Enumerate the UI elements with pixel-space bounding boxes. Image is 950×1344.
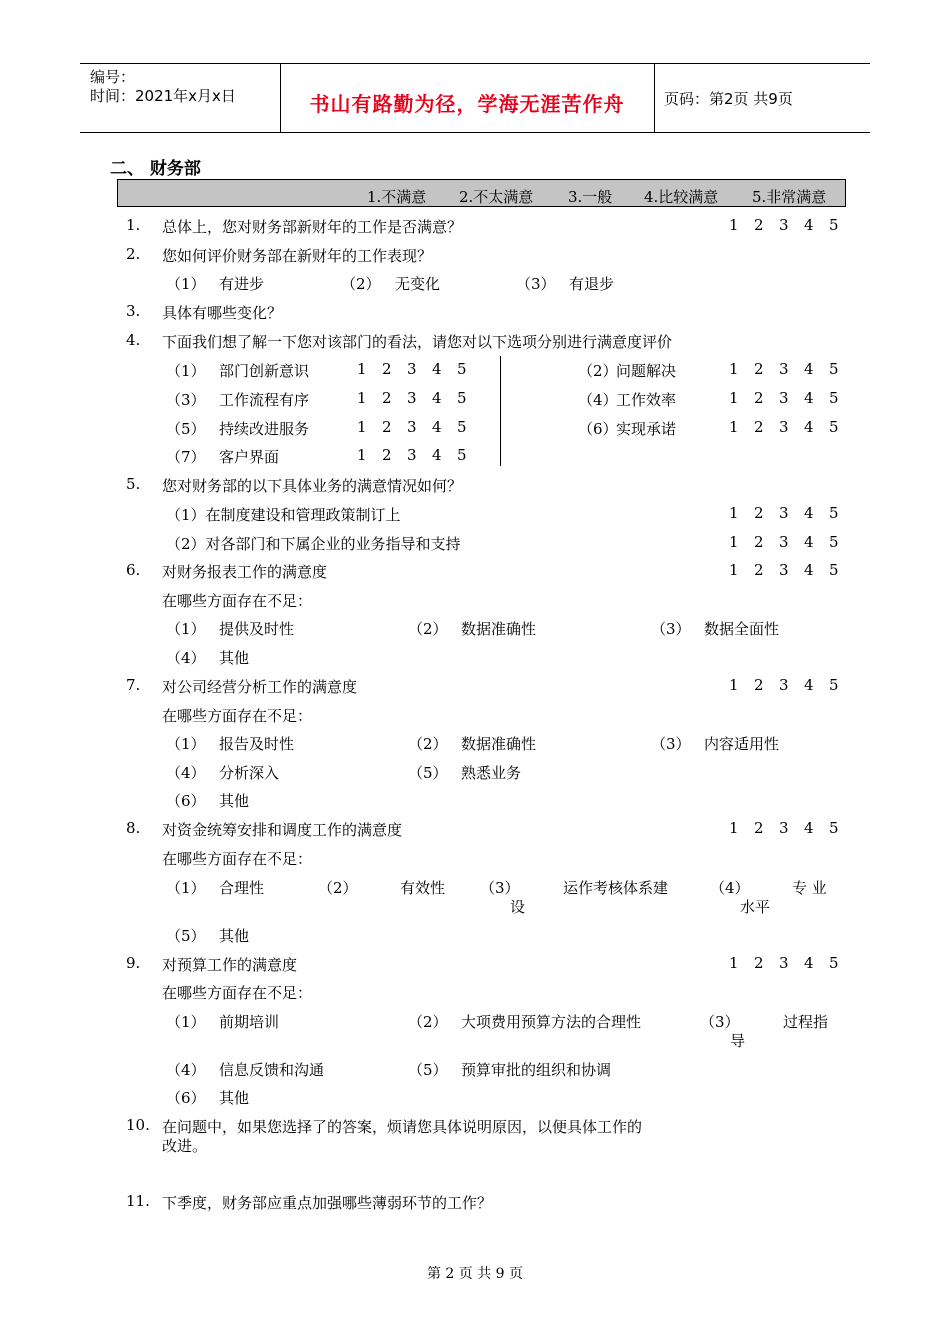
rating-options[interactable] [357,418,482,436]
option-label[interactable]: 前期培训 [219,1013,280,1031]
option-label[interactable]: 数据准确性 [461,735,537,753]
question-text-continued: 改进。 [162,1137,208,1155]
option-number: （3） [651,620,691,638]
option-number: （1） [166,275,206,293]
option-number: （2） [408,735,448,753]
scale-label: 2.不太满意 [459,188,534,206]
header-page-info: 页码：第2页 共9页 [664,90,793,108]
scale-label: 3.一般 [568,188,613,206]
question-number: 7. [126,676,141,694]
item-number: （2） [578,362,618,380]
item-label: 持续改进服务 [219,420,310,438]
option-number: （1） [166,620,206,638]
question-text: 具体有哪些变化？ [162,304,283,322]
rating-5[interactable]: 5 [829,561,839,579]
option-number: （5） [408,1061,448,1079]
header-meta [90,68,236,106]
question-number: 9. [126,954,141,972]
rating-4[interactable]: 4 [432,418,442,436]
rating-3[interactable]: 3 [779,533,789,551]
option-number: （3） [516,275,556,293]
rating-options[interactable] [357,446,482,464]
rating-3[interactable]: 3 [779,561,789,579]
rating-1[interactable]: 1 [729,954,739,972]
option-number: （2） [408,620,448,638]
rating-5[interactable]: 5 [457,389,467,407]
option-number: （5） [408,764,448,782]
option-label[interactable]: 报告及时性 [219,735,295,753]
scale-label: 4.比较满意 [644,188,719,206]
rating-options[interactable] [729,389,854,407]
header-motto: 书山有路勤为径，学海无涯苦作舟 [309,92,625,116]
option-label[interactable]: 提供及时性 [219,620,295,638]
rating-4[interactable]: 4 [804,418,814,436]
question-text: 总体上，您对财务部新财年的工作是否满意？ [162,218,463,236]
option-label-continued: 设 [510,898,526,916]
option-number: （3） [651,735,691,753]
rating-options[interactable] [357,360,482,378]
option-label[interactable]: 专 业 [792,879,827,897]
option-number: （6） [166,792,206,810]
question-text: 您对财务部的以下具体业务的满意情况如何？ [162,477,463,495]
rating-1[interactable]: 1 [729,389,739,407]
rating-5[interactable]: 5 [457,446,467,464]
option-label[interactable]: 信息反馈和沟通 [219,1061,325,1079]
item-number: （3） [166,391,206,409]
question-text: 您如何评价财务部在新财年的工作表现？ [162,247,433,265]
option-number: （2） [341,275,381,293]
rating-3[interactable]: 3 [779,360,789,378]
rating-2[interactable]: 2 [754,216,764,234]
option-number: （2） [408,1013,448,1031]
rating-5[interactable]: 5 [829,954,839,972]
rating-options[interactable] [729,561,854,579]
rating-4[interactable]: 4 [804,561,814,579]
question-number: 2. [126,245,141,263]
rating-5[interactable]: 5 [829,533,839,551]
rating-5[interactable]: 5 [829,418,839,436]
option-label[interactable]: 分析深入 [219,764,280,782]
rating-4[interactable]: 4 [804,360,814,378]
serial-label: 编号： [90,68,136,86]
option-number: （2） [318,879,358,897]
rating-3[interactable]: 3 [407,360,417,378]
rating-1[interactable]: 1 [729,504,739,522]
rating-2[interactable]: 2 [754,954,764,972]
rating-1[interactable]: 1 [729,216,739,234]
option-label[interactable]: 其他 [219,649,250,667]
rating-1[interactable]: 1 [729,819,739,837]
sub-prompt: 在哪些方面存在不足： [162,707,313,725]
option-label-continued: 水平 [740,898,771,916]
question-text: 在问题中，如果您选择了的答案，烦请您具体说明原因，以便具体工作的 [162,1118,643,1136]
option-label[interactable]: 其他 [219,1089,250,1107]
question-number: 4. [126,331,141,349]
item-label: （1）在制度建设和管理政策制订上 [166,506,401,524]
rating-3[interactable]: 3 [407,446,417,464]
option-label[interactable]: 有进步 [219,275,265,293]
rating-1[interactable]: 1 [729,561,739,579]
rating-2[interactable]: 2 [754,561,764,579]
item-number: （6） [578,420,618,438]
rating-5[interactable]: 5 [829,360,839,378]
question-text: 对预算工作的满意度 [162,956,298,974]
question-number: 6. [126,561,141,579]
option-number: （5） [166,927,206,945]
section-title: 二、 财务部 [110,159,201,179]
rating-4[interactable]: 4 [432,360,442,378]
question-number: 5. [126,475,141,493]
question-text: 下面我们想了解一下您对该部门的看法，请您对以下选项分别进行满意度评价 [162,333,673,351]
option-label[interactable]: 有退步 [569,275,615,293]
rating-3[interactable]: 3 [407,418,417,436]
sub-prompt: 在哪些方面存在不足： [162,984,313,1002]
option-label[interactable]: 数据全面性 [704,620,780,638]
rating-1[interactable]: 1 [357,389,367,407]
option-label[interactable]: 运作考核体系建 [563,879,669,897]
item-label: 实现承诺 [616,420,677,438]
rating-5[interactable]: 5 [829,389,839,407]
option-label[interactable]: 数据准确性 [461,620,537,638]
rating-3[interactable]: 3 [779,819,789,837]
rating-options[interactable] [729,533,854,551]
option-number: （4） [166,1061,206,1079]
item-label: （2）对各部门和下属企业的业务指导和支持 [166,535,461,553]
rating-4[interactable]: 4 [804,954,814,972]
rating-5[interactable]: 5 [829,676,839,694]
question-text: 对公司经营分析工作的满意度 [162,678,358,696]
rating-5[interactable]: 5 [829,819,839,837]
item-label: 工作流程有序 [219,391,310,409]
question-text: 对财务报表工作的满意度 [162,563,328,581]
rating-5[interactable]: 5 [829,216,839,234]
rating-3[interactable]: 3 [779,504,789,522]
item-label: 客户界面 [219,448,280,466]
scale-label: 5.非常满意 [752,188,827,206]
rating-4[interactable]: 4 [432,446,442,464]
question-number: 1. [126,216,141,234]
question-number: 8. [126,819,141,837]
rating-2[interactable]: 2 [754,504,764,522]
item-label: 工作效率 [616,391,677,409]
option-label-continued: 导 [730,1032,746,1050]
sub-prompt: 在哪些方面存在不足： [162,850,313,868]
rating-1[interactable]: 1 [357,418,367,436]
rating-options[interactable] [729,360,854,378]
option-label[interactable]: 其他 [219,792,250,810]
option-label[interactable]: 其他 [219,927,250,945]
option-number: （3） [700,1013,740,1031]
item-number: （4） [578,391,618,409]
rating-2[interactable]: 2 [382,360,392,378]
option-label[interactable]: 过程指 [783,1013,829,1031]
rating-3[interactable]: 3 [779,216,789,234]
option-label[interactable]: 大项费用预算方法的合理性 [461,1013,642,1031]
question-number: 3. [126,302,141,320]
item-number: （5） [166,420,206,438]
rating-5[interactable]: 5 [457,418,467,436]
rating-options[interactable] [729,819,854,837]
rating-5[interactable]: 5 [829,504,839,522]
rating-2[interactable]: 2 [754,360,764,378]
rating-4[interactable]: 4 [804,676,814,694]
option-number: （6） [166,1089,206,1107]
rating-1[interactable]: 1 [729,360,739,378]
item-number: （7） [166,448,206,466]
option-label[interactable]: 熟悉业务 [461,764,522,782]
rating-scale-bar [117,179,846,207]
sub-prompt: 在哪些方面存在不足： [162,592,313,610]
item-number: （1） [166,362,206,380]
rating-4[interactable]: 4 [804,533,814,551]
column-divider [500,356,501,466]
item-label: 问题解决 [616,362,677,380]
option-label[interactable]: 合理性 [219,879,265,897]
rating-options[interactable] [729,216,854,234]
rating-2[interactable]: 2 [754,676,764,694]
option-label[interactable]: 内容适用性 [704,735,780,753]
question-number: 10. [126,1116,150,1134]
rating-1[interactable]: 1 [357,446,367,464]
rating-options[interactable] [729,676,854,694]
rating-3[interactable]: 3 [779,676,789,694]
rating-5[interactable]: 5 [457,360,467,378]
rating-1[interactable]: 1 [729,676,739,694]
question-number: 11. [126,1192,150,1210]
option-label[interactable]: 无变化 [395,275,441,293]
rating-1[interactable]: 1 [729,418,739,436]
rating-options[interactable] [729,954,854,972]
rating-4[interactable]: 4 [804,389,814,407]
rating-3[interactable]: 3 [779,954,789,972]
option-label[interactable]: 有效性 [400,879,446,897]
rating-2[interactable]: 2 [754,418,764,436]
scale-label: 1.不满意 [367,188,427,206]
rating-3[interactable]: 3 [779,389,789,407]
rating-3[interactable]: 3 [779,418,789,436]
option-number: （1） [166,735,206,753]
time-label: 时间：2021年x月x日 [90,87,236,105]
rating-options[interactable] [729,504,854,522]
rating-1[interactable]: 1 [357,360,367,378]
rating-3[interactable]: 3 [407,389,417,407]
rating-2[interactable]: 2 [382,418,392,436]
header-divider [654,64,655,132]
option-number: （4） [166,764,206,782]
rating-4[interactable]: 4 [804,216,814,234]
option-number: （4） [710,879,750,897]
rating-4[interactable]: 4 [432,389,442,407]
rating-options[interactable] [729,418,854,436]
option-number: （1） [166,879,206,897]
rating-2[interactable]: 2 [754,819,764,837]
rating-options[interactable] [357,389,482,407]
question-text: 对资金统筹安排和调度工作的满意度 [162,821,403,839]
rating-1[interactable]: 1 [729,533,739,551]
rating-2[interactable]: 2 [754,533,764,551]
option-label[interactable]: 预算审批的组织和协调 [461,1061,612,1079]
document-header [80,63,870,133]
item-label: 部门创新意识 [219,362,310,380]
rating-2[interactable]: 2 [382,389,392,407]
question-text: 下季度，财务部应重点加强哪些薄弱环节的工作？ [162,1194,493,1212]
rating-4[interactable]: 4 [804,504,814,522]
rating-4[interactable]: 4 [804,819,814,837]
option-number: （1） [166,1013,206,1031]
option-number: （3） [480,879,520,897]
option-number: （4） [166,649,206,667]
page-footer: 第 2 页 共 9 页 [426,1266,524,1282]
rating-2[interactable]: 2 [382,446,392,464]
rating-2[interactable]: 2 [754,389,764,407]
